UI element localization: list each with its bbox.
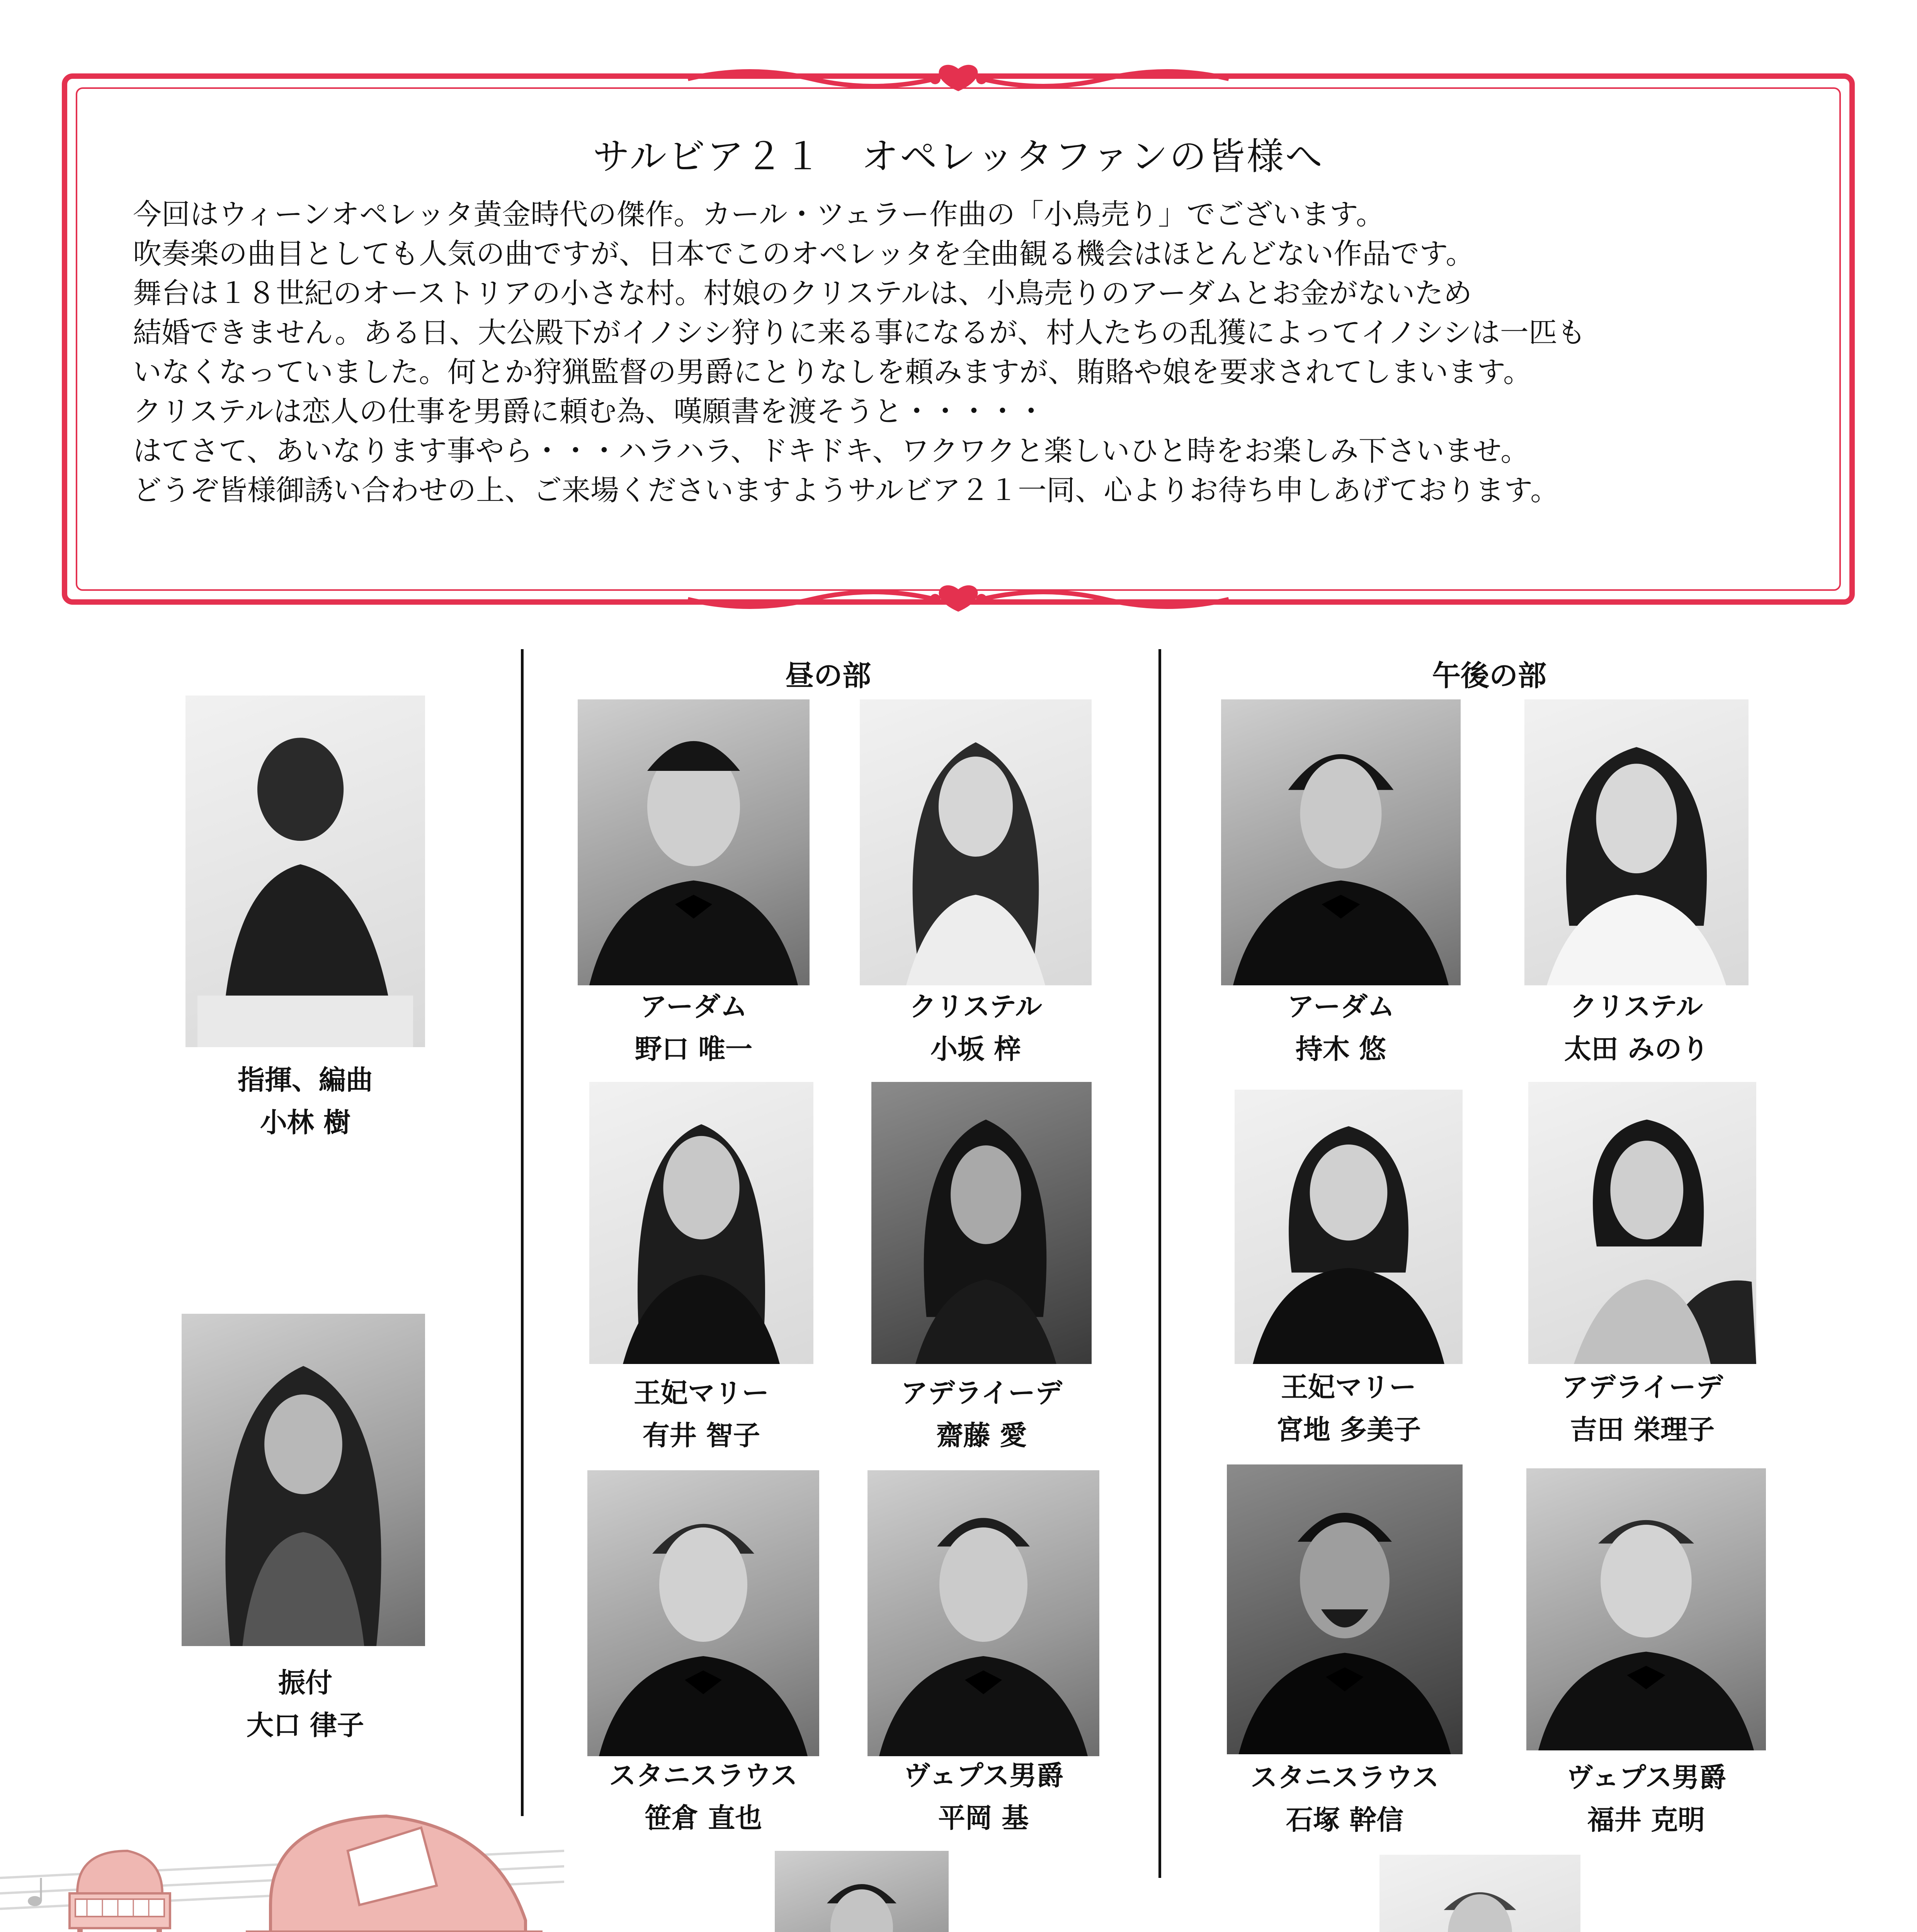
cast-caption bbox=[1209, 1756, 1480, 1841]
cast-caption bbox=[558, 985, 829, 1070]
staff-role: 振付 bbox=[278, 1667, 332, 1699]
intro-line: 今回はウィーンオペレッタ黄金時代の傑作。カール・ツェラー作曲の「小鳥売り」でございます。 bbox=[133, 198, 1385, 231]
cast-name: 有井 智子 bbox=[642, 1420, 760, 1451]
cast-photo bbox=[860, 699, 1092, 985]
cast-role: 王妃マリー bbox=[634, 1377, 769, 1409]
intro-line: 吹奏楽の曲目としても人気の曲ですが、日本でこのオペレッタを全曲観る機会はほとんどない作品です。 bbox=[133, 237, 1475, 270]
cast-role: スタニスラウス bbox=[1250, 1762, 1439, 1793]
cast-name: 小坂 梓 bbox=[930, 1033, 1021, 1065]
cast-role: ヴェプス男爵 bbox=[1566, 1762, 1726, 1793]
staff-name: 小林 樹 bbox=[260, 1107, 351, 1138]
heading-afternoon-section: 午後の部 bbox=[1432, 659, 1546, 692]
cast-photo bbox=[867, 1470, 1099, 1756]
divider-right bbox=[1158, 649, 1161, 1878]
cast-photo bbox=[1526, 1468, 1766, 1750]
cast-photo bbox=[589, 1082, 813, 1364]
staff-name: 大口 律子 bbox=[246, 1709, 364, 1741]
intro-box bbox=[62, 73, 1855, 605]
cast-name: 笹倉 直也 bbox=[644, 1802, 762, 1834]
cast-name: 福井 克明 bbox=[1587, 1804, 1705, 1836]
cast-caption bbox=[1206, 985, 1476, 1070]
intro-line: クリステルは恋人の仕事を男爵に頼む為、嘆願書を渡そうと・・・・・ bbox=[133, 395, 1046, 428]
cast-name: 平岡 基 bbox=[938, 1802, 1029, 1834]
cast-role: アデライーデ bbox=[901, 1377, 1062, 1409]
intro-line: いなくなっていました。何とか狩猟監督の男爵にとりなしを頼みますが、賄賂や娘を要求されてしまいます。 bbox=[133, 355, 1532, 389]
cast-photo bbox=[578, 699, 810, 985]
choreographer-photo bbox=[182, 1314, 425, 1646]
cast-caption bbox=[1511, 1756, 1781, 1841]
cast-role: 王妃マリー bbox=[1281, 1371, 1416, 1403]
cast-role: ヴェプス男爵 bbox=[903, 1760, 1064, 1791]
flourish-ornament bbox=[688, 581, 1229, 618]
mayor-photo bbox=[775, 1851, 949, 1932]
intro-title: サルビア２１ オペレッタファンの皆様へ bbox=[592, 135, 1324, 178]
cast-name: 太田 みのり bbox=[1564, 1033, 1709, 1065]
conductor-photo bbox=[185, 696, 425, 1047]
cast-caption bbox=[846, 1372, 1117, 1457]
divider-left bbox=[521, 649, 524, 1816]
cast-photo bbox=[1227, 1464, 1463, 1754]
staff-role: 指揮、編曲 bbox=[238, 1064, 373, 1096]
cast-name: 持木 悠 bbox=[1295, 1033, 1386, 1065]
cast-role: クリステル bbox=[909, 991, 1042, 1022]
cast-name: 石塚 幹信 bbox=[1286, 1804, 1404, 1836]
intro-line: 舞台は１８世紀のオーストリアの小さな村。村娘のクリステルは、小鳥売りのアーダムとお金がないため bbox=[133, 277, 1472, 310]
staff-caption bbox=[170, 1662, 441, 1747]
cast-name: 吉田 栄理子 bbox=[1570, 1414, 1715, 1446]
cast-caption bbox=[840, 985, 1111, 1070]
cast-role: アデライーデ bbox=[1561, 1371, 1723, 1403]
cast-role: スタニスラウス bbox=[609, 1760, 798, 1791]
cast-photo bbox=[587, 1470, 819, 1756]
cast-caption bbox=[1501, 985, 1772, 1070]
cast-caption bbox=[848, 1754, 1119, 1839]
cast-photo bbox=[1528, 1082, 1756, 1364]
cast-caption bbox=[568, 1754, 839, 1839]
intro-line: はてさて、あいなります事やら・・・ハラハラ、ドキドキ、ワクワクと楽しいひと時をお楽しみ下さいませ。 bbox=[133, 434, 1529, 468]
mayor-photo bbox=[1379, 1855, 1580, 1932]
cast-photo bbox=[1524, 699, 1749, 985]
cast-name: 野口 唯一 bbox=[634, 1033, 753, 1065]
cast-name: 齋藤 愛 bbox=[936, 1420, 1027, 1451]
cast-name: 宮地 多美子 bbox=[1276, 1414, 1421, 1446]
cast-role: アーダム bbox=[640, 991, 747, 1022]
staff-caption bbox=[170, 1059, 441, 1144]
cast-photo bbox=[871, 1082, 1092, 1364]
intro-body bbox=[133, 195, 1814, 510]
piano-illustration bbox=[0, 1804, 564, 1932]
cast-photo bbox=[1235, 1090, 1463, 1364]
cast-caption bbox=[1507, 1366, 1778, 1451]
intro-line: どうぞ皆様御誘い合わせの上、ご来場くださいますようサルビア２１一同、心よりお待ち申しあげております。 bbox=[133, 474, 1559, 507]
cast-photo bbox=[1221, 699, 1461, 985]
heading-day-section: 昼の部 bbox=[785, 659, 871, 692]
cast-caption bbox=[566, 1372, 837, 1457]
intro-line: 結婚できません。ある日、大公殿下がイノシシ狩りに来る事になるが、村人たちの乱獲によってイノシシは一匹も bbox=[133, 316, 1586, 349]
flourish-ornament bbox=[688, 60, 1229, 97]
cast-role: アーダム bbox=[1287, 991, 1395, 1022]
cast-caption bbox=[1213, 1366, 1484, 1451]
cast-role: クリステル bbox=[1570, 991, 1703, 1022]
